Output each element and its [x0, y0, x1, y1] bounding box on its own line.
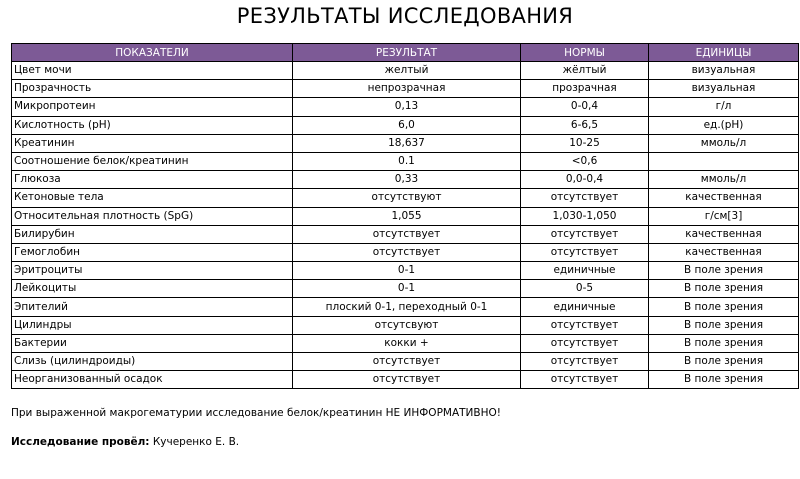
table-row	[12, 243, 799, 261]
norm-value: отсутствует	[521, 243, 649, 261]
result-value: 0,13	[293, 98, 521, 116]
table-row	[12, 62, 799, 80]
table-row	[12, 353, 799, 371]
norm-value: 10-25	[521, 134, 649, 152]
unit-value: В поле зрения	[649, 371, 799, 389]
unit-value: В поле зрения	[649, 262, 799, 280]
column-header-result: РЕЗУЛЬТАТ	[293, 44, 521, 62]
parameter-name: Цвет мочи	[12, 62, 293, 80]
table-row	[12, 225, 799, 243]
unit-value: визуальная	[649, 80, 799, 98]
result-value: 0.1	[293, 152, 521, 170]
table-row	[12, 152, 799, 170]
parameter-name: Бактерии	[12, 334, 293, 352]
parameter-name: Микропротеин	[12, 98, 293, 116]
result-value: 18,637	[293, 134, 521, 152]
parameter-name: Соотношение белок/креатинин	[12, 152, 293, 170]
parameter-name: Глюкоза	[12, 171, 293, 189]
parameter-name: Эритроциты	[12, 262, 293, 280]
norm-value: 6-6,5	[521, 116, 649, 134]
norm-value: 0-5	[521, 280, 649, 298]
parameter-name: Эпителий	[12, 298, 293, 316]
table-row	[12, 207, 799, 225]
parameter-name: Гемоглобин	[12, 243, 293, 261]
unit-value	[649, 152, 799, 170]
norm-value: 0-0,4	[521, 98, 649, 116]
signature-label: Исследование провёл:	[11, 436, 150, 448]
unit-value: качественная	[649, 243, 799, 261]
result-value: желтый	[293, 62, 521, 80]
unit-value: визуальная	[649, 62, 799, 80]
unit-value: ммоль/л	[649, 171, 799, 189]
norm-value: отсутствует	[521, 371, 649, 389]
parameter-name: Относительная плотность (SpG)	[12, 207, 293, 225]
unit-value: г/л	[649, 98, 799, 116]
signature-name: Кучеренко Е. В.	[149, 436, 240, 448]
norm-value: единичные	[521, 262, 649, 280]
table-row	[12, 280, 799, 298]
result-value: отсутствует	[293, 243, 521, 261]
signature-line	[11, 436, 239, 448]
unit-value: В поле зрения	[649, 280, 799, 298]
unit-value: В поле зрения	[649, 353, 799, 371]
result-value: непрозрачная	[293, 80, 521, 98]
column-header-units: ЕДИНИЦЫ	[649, 44, 799, 62]
results-table	[11, 43, 799, 389]
unit-value: г/см[3]	[649, 207, 799, 225]
parameter-name: Неорганизованный осадок	[12, 371, 293, 389]
table-row	[12, 189, 799, 207]
table-row	[12, 171, 799, 189]
result-value: отсутствует	[293, 225, 521, 243]
unit-value: ммоль/л	[649, 134, 799, 152]
norm-value: <0,6	[521, 152, 649, 170]
norm-value: отсутствует	[521, 353, 649, 371]
norm-value: отсутствует	[521, 189, 649, 207]
norm-value: жёлтый	[521, 62, 649, 80]
norm-value: единичные	[521, 298, 649, 316]
result-value: отсутствует	[293, 371, 521, 389]
parameter-name: Креатинин	[12, 134, 293, 152]
parameter-name: Кетоновые тела	[12, 189, 293, 207]
unit-value: В поле зрения	[649, 316, 799, 334]
norm-value: отсутствует	[521, 334, 649, 352]
table-body	[12, 62, 799, 389]
parameter-name: Цилиндры	[12, 316, 293, 334]
norm-value: 0,0-0,4	[521, 171, 649, 189]
result-value: 0-1	[293, 262, 521, 280]
table-row	[12, 262, 799, 280]
norm-value: прозрачная	[521, 80, 649, 98]
unit-value: В поле зрения	[649, 334, 799, 352]
result-value: отсутсвуют	[293, 316, 521, 334]
result-value: 1,055	[293, 207, 521, 225]
parameter-name: Слизь (цилиндроиды)	[12, 353, 293, 371]
norm-value: отсутствует	[521, 225, 649, 243]
page-title: РЕЗУЛЬТАТЫ ИССЛЕДОВАНИЯ	[236, 4, 574, 28]
column-header-norms: НОРМЫ	[521, 44, 649, 62]
table-row	[12, 316, 799, 334]
result-value: 0-1	[293, 280, 521, 298]
column-header-parameters: ПОКАЗАТЕЛИ	[12, 44, 293, 62]
unit-value: качественная	[649, 225, 799, 243]
table-row	[12, 80, 799, 98]
norm-value: 1,030-1,050	[521, 207, 649, 225]
table-row	[12, 298, 799, 316]
result-value: плоский 0-1, переходный 0-1	[293, 298, 521, 316]
result-value: отсутствуют	[293, 189, 521, 207]
table-row	[12, 371, 799, 389]
table-row	[12, 134, 799, 152]
parameter-name: Прозрачность	[12, 80, 293, 98]
informational-note: При выраженной макрогематурии исследование белок/креатинин НЕ ИНФОРМАТИВНО!	[11, 407, 501, 419]
result-value: кокки +	[293, 334, 521, 352]
result-value: 6,0	[293, 116, 521, 134]
parameter-name: Кислотность (pH)	[12, 116, 293, 134]
result-value: 0,33	[293, 171, 521, 189]
unit-value: В поле зрения	[649, 298, 799, 316]
norm-value: отсутствует	[521, 316, 649, 334]
parameter-name: Лейкоциты	[12, 280, 293, 298]
table-row	[12, 116, 799, 134]
result-value: отсутствует	[293, 353, 521, 371]
table-header-row	[12, 44, 799, 62]
table-row	[12, 334, 799, 352]
unit-value: качественная	[649, 189, 799, 207]
parameter-name: Билирубин	[12, 225, 293, 243]
table-row	[12, 98, 799, 116]
unit-value: ед.(pH)	[649, 116, 799, 134]
